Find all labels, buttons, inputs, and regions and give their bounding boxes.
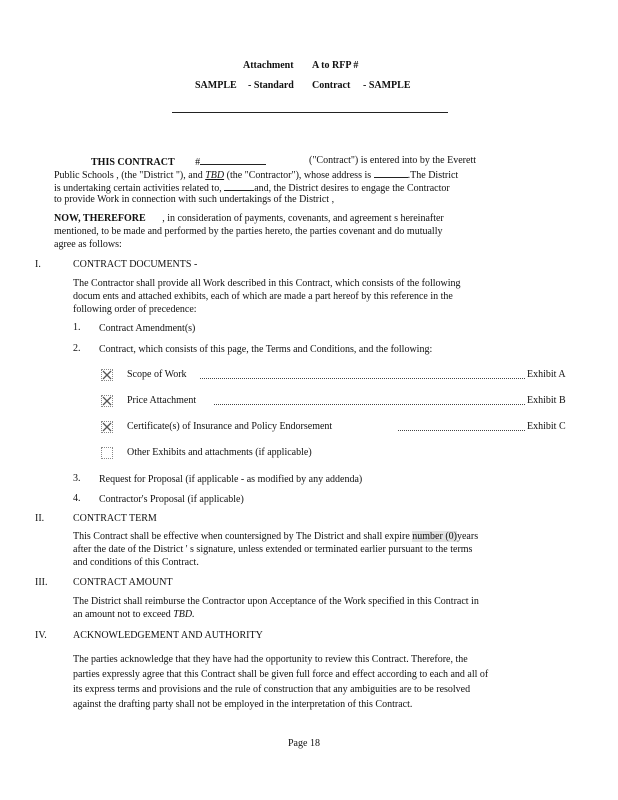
section-3-para-line-1: The District shall reimburse the Contractor upon Acceptance of the Work specified in this Contract in xyxy=(73,596,479,607)
term-years-field[interactable]: number (0) xyxy=(412,531,457,542)
section-1-para-line-2: docum ents and attached exhibits, each of which are made a part hereof by this reference in the xyxy=(73,291,453,302)
intro-line-2 xyxy=(54,168,458,181)
item-3-number: 3. xyxy=(73,473,81,484)
contractor-address-blank[interactable] xyxy=(374,168,408,178)
now-line-2: mentioned, to be made and performed by the parties hereto, the parties covenant and do mutually xyxy=(54,226,443,237)
item-4-label: Contractor's Proposal (if applicable) xyxy=(99,494,244,505)
this-contract-label: THIS CONTRACT xyxy=(91,157,175,168)
exhibit-b-ref: Exhibit B xyxy=(527,395,566,406)
section-1-para-line-3: following order of precedence: xyxy=(73,304,197,315)
section-2-line-1-a: This Contract shall be effective when countersigned by The District and shall expire xyxy=(73,531,410,542)
header-sample-right: - SAMPLE xyxy=(363,80,411,91)
exhibit-c-ref: Exhibit C xyxy=(527,421,566,432)
section-2-para-line-3: and conditions of this Contract. xyxy=(73,557,199,568)
checked-x-icon xyxy=(102,396,112,406)
section-3-number: III. xyxy=(35,577,48,588)
section-1-number: I. xyxy=(35,259,41,270)
item-1-number: 1. xyxy=(73,322,81,333)
section-3-title: CONTRACT AMOUNT xyxy=(73,577,173,588)
section-1-title: CONTRACT DOCUMENTS - xyxy=(73,259,198,270)
exhibit-b-label: Price Attachment xyxy=(127,395,197,406)
intro-line-3-b: and, the District desires to engage the Contractor xyxy=(254,183,450,194)
intro-line-4: to provide Work in connection with such undertakings of the District , xyxy=(54,194,335,205)
now-therefore-label: NOW, THEREFORE xyxy=(54,213,146,224)
header-contract: Contract xyxy=(312,80,351,91)
other-exhibits-checkbox[interactable] xyxy=(101,447,113,459)
exhibit-a-leader-dots xyxy=(200,378,525,379)
activities-blank[interactable] xyxy=(224,181,254,191)
section-2-number: II. xyxy=(35,513,45,524)
header-attachment: Attachment xyxy=(243,60,294,71)
header-sample-left: SAMPLE xyxy=(195,80,237,91)
section-2-line-1-c: years xyxy=(456,531,479,542)
intro-line-2-c: .The District xyxy=(407,170,459,181)
section-2-title: CONTRACT TERM xyxy=(73,513,157,524)
item-2-number: 2. xyxy=(73,343,81,354)
intro-line-2-a: Public Schools , (the "District "), and xyxy=(54,170,203,181)
header-standard: - Standard xyxy=(248,80,294,91)
contract-number-hash: # xyxy=(195,157,201,168)
contract-amount-tbd[interactable]: TBD. xyxy=(173,609,195,620)
checked-x-icon xyxy=(102,422,112,432)
page-number: Page 18 xyxy=(288,738,320,749)
checked-x-icon xyxy=(102,370,112,380)
section-3-line-2-a: an amount not to exceed xyxy=(73,609,171,620)
intro-line-3-a: is undertaking certain activities related to, xyxy=(54,183,222,194)
contract-number-blank[interactable] xyxy=(200,155,266,165)
now-line-1 xyxy=(54,213,444,224)
other-exhibits-label: Other Exhibits and attachments (if applicable) xyxy=(127,447,312,458)
now-line-3: agree as follows: xyxy=(54,239,122,250)
section-4-number: IV. xyxy=(35,630,47,641)
item-3-label: Request for Proposal (if applicable - as modified by any addenda) xyxy=(99,474,363,485)
item-2-label: Contract, which consists of this page, the Terms and Conditions, and the following: xyxy=(99,344,433,355)
intro-line-1-rest: ("Contract") is entered into by the Everett xyxy=(309,155,476,166)
section-4-para-line-1: The parties acknowledge that they have had the opportunity to review this Contract. Therefore, the xyxy=(73,654,468,665)
intro-line-3 xyxy=(54,181,450,194)
section-1-para-line-1: The Contractor shall provide all Work described in this Contract, which consists of the following xyxy=(73,278,461,289)
exhibit-b-checkbox[interactable] xyxy=(101,395,113,407)
section-4-para-line-4: against the drafting party shall not be employed in the interpretation of this Contract. xyxy=(73,699,413,710)
exhibit-a-label: Scope of Work xyxy=(127,369,187,380)
header-rfp: A to RFP # xyxy=(312,60,359,71)
intro-line-1 xyxy=(91,155,266,168)
header-rule xyxy=(172,112,448,113)
exhibit-c-checkbox[interactable] xyxy=(101,421,113,433)
contractor-name-tbd[interactable]: TBD xyxy=(205,170,225,181)
exhibit-b-leader-dots xyxy=(214,404,525,405)
now-line-1-rest: , in consideration of payments, covenants, and agreement s hereinafter xyxy=(162,213,444,224)
exhibit-c-label: Certificate(s) of Insurance and Policy Endorsement xyxy=(127,421,333,432)
item-1-label: Contract Amendment(s) xyxy=(99,323,196,334)
exhibit-a-ref: Exhibit A xyxy=(527,369,566,380)
exhibit-c-leader-dots xyxy=(398,430,525,431)
exhibit-a-checkbox[interactable] xyxy=(101,369,113,381)
item-4-number: 4. xyxy=(73,493,81,504)
section-4-title: ACKNOWLEDGEMENT AND AUTHORITY xyxy=(73,630,263,641)
section-2-para-line-2: after the date of the District ' s signature, unless extended or terminated earlier pursuant to the terms xyxy=(73,544,473,555)
section-3-para-line-2 xyxy=(73,609,195,620)
intro-line-2-b: (the "Contractor"), whose address is xyxy=(226,170,372,181)
section-4-para-line-2: parties expressly agree that this Contract shall be given full force and effect according to each and all of xyxy=(73,669,489,680)
section-2-para-line-1 xyxy=(73,531,478,542)
section-4-para-line-3: its express terms and provisions and the rule of construction that any ambiguities are to be resolved xyxy=(73,684,471,695)
